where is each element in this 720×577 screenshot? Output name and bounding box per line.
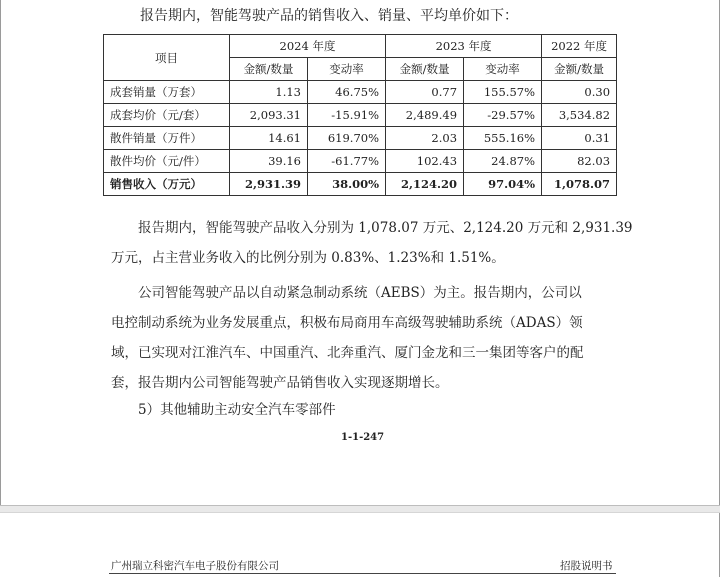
- cell-2023-value: 0.77: [386, 81, 464, 104]
- total-2022-value: 1,078.07: [542, 173, 617, 196]
- subheader-change: 变动率: [308, 58, 386, 81]
- table-row: [104, 104, 617, 127]
- paragraph-line: 万元，占主营业务收入的比例分别为 0.83%、1.23%和 1.51%。: [111, 250, 505, 266]
- paragraph-line: 套，报告期内公司智能驾驶产品销售收入实现逐期增长。: [111, 375, 449, 391]
- footer-company: 广州瑞立科密汽车电子股份有限公司: [111, 560, 279, 572]
- table-header-row: [104, 35, 617, 58]
- cell-2024-change: -61.77%: [308, 150, 386, 173]
- section-heading: [111, 395, 336, 425]
- cell-2022-value: 82.03: [542, 150, 617, 173]
- subheader-amount: 金额/数量: [542, 58, 617, 81]
- year-2022-header: 2022 年度: [542, 35, 617, 58]
- cell-2024-change: 619.70%: [308, 127, 386, 150]
- cell-2022-value: 0.31: [542, 127, 617, 150]
- revenue-paragraph: [111, 213, 633, 273]
- item-header: 项目: [104, 35, 230, 81]
- cell-2024-change: 46.75%: [308, 81, 386, 104]
- table-row: [104, 81, 617, 104]
- cell-2023-change: 555.16%: [464, 127, 542, 150]
- cell-2023-change: 155.57%: [464, 81, 542, 104]
- total-2023-change: 97.04%: [464, 173, 542, 196]
- page-edge-left: [0, 0, 1, 505]
- footer-rule: [109, 573, 616, 574]
- intro-text: 报告期内，智能驾驶产品的销售收入、销量、平均单价如下：: [140, 8, 518, 24]
- cell-2022-value: 0.30: [542, 81, 617, 104]
- footer-doc-title: 招股说明书: [560, 560, 613, 572]
- page-separator: [0, 505, 720, 513]
- year-2023-header: 2023 年度: [386, 35, 542, 58]
- row-label: 散件均价（元/件）: [104, 150, 230, 173]
- paragraph-line: 域，已实现对江淮汽车、中国重汽、北奔重汽、厦门金龙和三一集团等客户的配: [111, 345, 584, 361]
- cell-2023-change: -29.57%: [464, 104, 542, 127]
- total-2023-value: 2,124.20: [386, 173, 464, 196]
- cell-2024-value: 14.61: [230, 127, 308, 150]
- row-label: 成套均价（元/套）: [104, 104, 230, 127]
- cell-2024-value: 39.16: [230, 150, 308, 173]
- total-2024-change: 38.00%: [308, 173, 386, 196]
- product-paragraph: [111, 278, 584, 398]
- paragraph-line: 报告期内，智能驾驶产品收入分别为 1,078.07 万元、2,124.20 万元和 2,931.39: [138, 220, 633, 236]
- cell-2024-change: -15.91%: [308, 104, 386, 127]
- row-label: 成套销量（万套）: [104, 81, 230, 104]
- subheader-change: 变动率: [464, 58, 542, 81]
- paragraph-line: 电控制动系统为业务发展重点，积极布局商用车高级驾驶辅助系统（ADAS）领: [111, 315, 583, 331]
- cell-2022-value: 3,534.82: [542, 104, 617, 127]
- total-label: 销售收入（万元）: [104, 173, 230, 196]
- year-2024-header: 2024 年度: [230, 35, 386, 58]
- subheader-amount: 金额/数量: [386, 58, 464, 81]
- table-total-row: [104, 173, 617, 196]
- cell-2024-value: 1.13: [230, 81, 308, 104]
- total-2024-value: 2,931.39: [230, 173, 308, 196]
- paragraph-line: 公司智能驾驶产品以自动紧急制动系统（AEBS）为主。报告期内，公司以: [138, 285, 582, 301]
- table-row: [104, 150, 617, 173]
- cell-2023-change: 24.87%: [464, 150, 542, 173]
- cell-2023-value: 2.03: [386, 127, 464, 150]
- row-label: 散件销量（万件）: [104, 127, 230, 150]
- cell-2024-value: 2,093.31: [230, 104, 308, 127]
- page-number: 1-1-247: [341, 432, 385, 443]
- cell-2023-value: 2,489.49: [386, 104, 464, 127]
- section-title: 5）其他辅助主动安全汽车零部件: [138, 402, 336, 418]
- sales-table: [103, 34, 617, 196]
- subheader-amount: 金额/数量: [230, 58, 308, 81]
- cell-2023-value: 102.43: [386, 150, 464, 173]
- table-row: [104, 127, 617, 150]
